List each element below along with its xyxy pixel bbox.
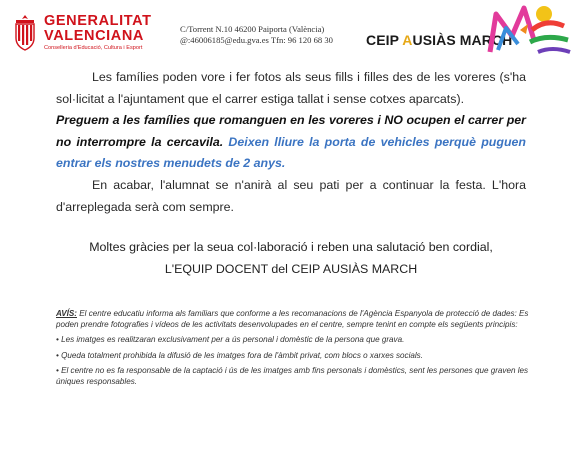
school-name-highlight: A (402, 32, 413, 48)
org-name-line1: GENERALITAT (44, 13, 152, 29)
notice-intro: El centre educatiu informa als familiars que conforme a les recomanacions de l'Agència Espanyola de protecció de dades: Es poden prendre fotografies i vídeos de les activitats desenvolupades en el centre, sempre tenint en compte els següents principis: (56, 309, 529, 329)
school-logo-icon (484, 0, 572, 56)
closing-thanks: Moltes gràcies per la seua col·laboració i reben una salutació ben cordial, (89, 240, 493, 254)
request-blue-text: Deixen lliure la porta de vehicles perquè puguen entrar els nostres menudets de 2 anys. (56, 134, 526, 170)
closing-signature: L'EQUIP DOCENT del CEIP AUSIÀS MARCH (164, 262, 418, 276)
school-name-prefix: CEIP (366, 32, 403, 48)
school-address (180, 24, 340, 46)
org-name-line2: VALENCIANA (44, 27, 144, 44)
contact-line: @:46006185@edu.gva.es Tfn: 96 120 68 30 (180, 35, 333, 45)
generalitat-emblem-icon (12, 14, 38, 52)
notice-label: AVÍS: (56, 309, 77, 318)
paragraph-end: En acabar, l'alumnat se n'anirà al seu pati per a continuar la festa. L'hora d'arreplegada serà com sempre. (56, 178, 526, 214)
privacy-notice (56, 309, 536, 388)
notice-bullet: • Les imatges es realitzaran exclusivament per a ús personal i domèstic de la persona que grava. (56, 335, 405, 345)
notice-bullet: • Queda totalment prohibida la difusió de les imatges fora de l'àmbit privat, com blocs o xarxes socials. (56, 350, 423, 360)
request-bold-text: Preguem a les famílies que romanguen en les voreres i NO ocupen el carrer per no interrompre la cercavila. (56, 113, 526, 149)
address-line: C/Torrent N.10 46200 Paiporta (València) (180, 24, 325, 34)
school-name-rest: USIÀS MARCH (412, 32, 513, 48)
org-department: Conselleria d'Educació, Cultura i Esport (44, 45, 143, 51)
generalitat-logo (12, 14, 172, 58)
paragraph-request (56, 110, 526, 175)
paragraph-photos: Les famílies poden vore i fer fotos als seus fills i filles des de les voreres (s'ha sol·licitat a l'ajuntament que el carrer estiga tallat i sense cotxes aparcats). (56, 70, 526, 106)
notice-intro-block (56, 309, 536, 330)
notice-bullet: • El centre no es fa responsable de la captació i ús de les imatges amb fins personals i domèstics, sent les persones que graven les úniques responsables. (56, 366, 529, 386)
